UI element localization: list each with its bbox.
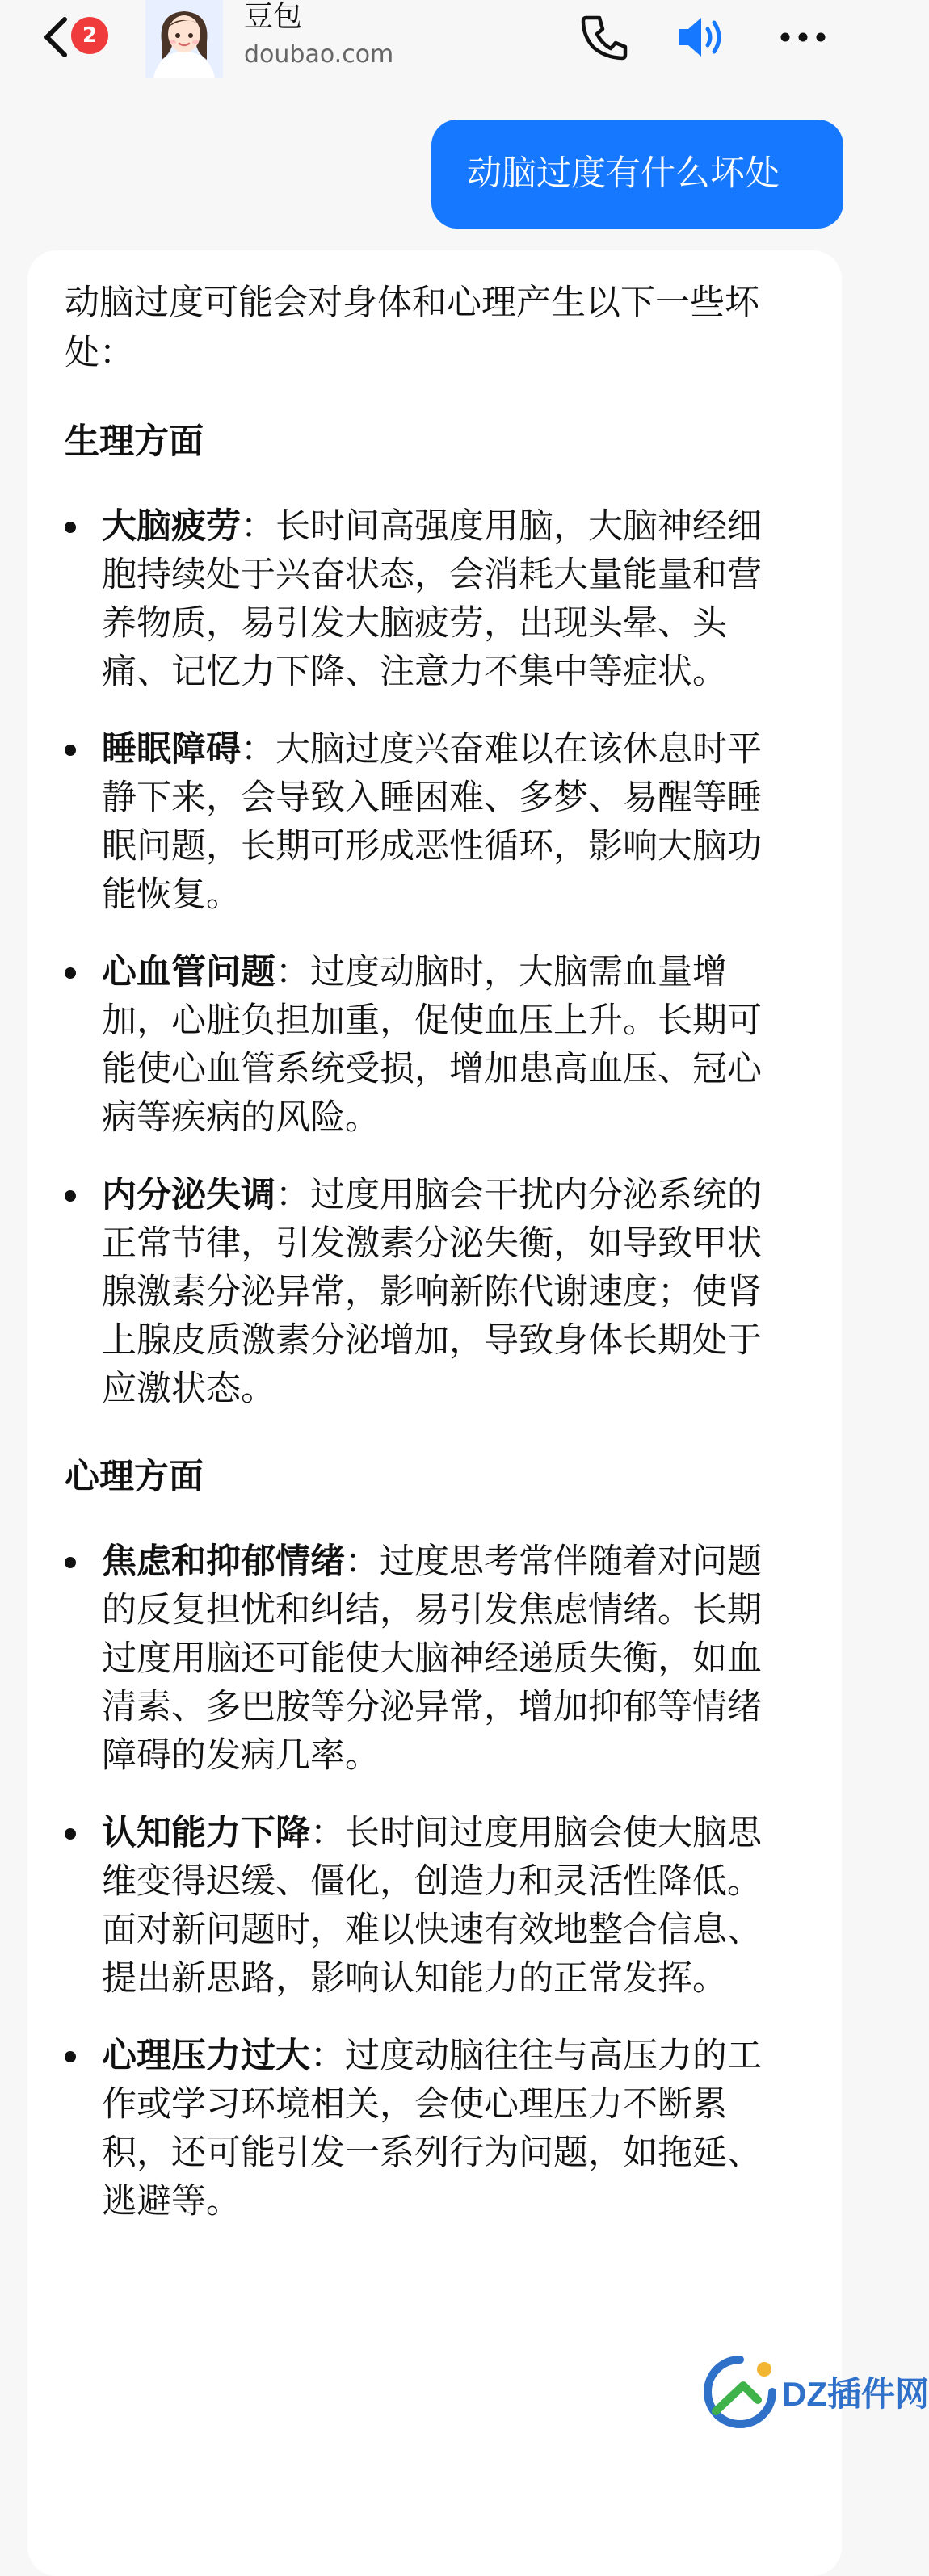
dz-logo-icon bbox=[701, 2353, 779, 2431]
chat-title-block[interactable] bbox=[244, 0, 511, 69]
chat-subtitle: doubao.com bbox=[244, 40, 394, 69]
user-message-bubble[interactable]: 动脑过度有什么坏处 bbox=[431, 120, 843, 229]
item-term: 心理压力过大 bbox=[102, 2036, 310, 2076]
item-text: ：长时间高强度用脑，大脑神经细胞持续处于兴奋状态，会消耗大量能量和营养物质，易引发大脑疲劳，出现头晕、头痛、记忆力下降、注意力不集中等症状。 bbox=[102, 506, 762, 692]
speaker-icon bbox=[670, 6, 732, 68]
phone-icon bbox=[574, 6, 635, 68]
speaker-button[interactable] bbox=[670, 6, 732, 68]
more-icon bbox=[772, 6, 834, 68]
list-item bbox=[65, 1171, 779, 1413]
list-item bbox=[65, 2032, 779, 2226]
chat-header bbox=[0, 0, 872, 78]
item-text: ：过度用脑会干扰内分泌系统的正常节律，引发激素分泌失衡，如导致甲状腺激素分泌异常，影响新陈代谢速度；使肾上腺皮质激素分泌增加，导致身体长期处于应激状态。 bbox=[102, 1175, 762, 1409]
watermark-text: DZ插件网 bbox=[782, 2375, 929, 2413]
item-text: ：过度动脑时，大脑需血量增加，心脏负担加重，促使血压上升。长期可能使心血管系统受损，增加患高血压、冠心病等疾病的风险。 bbox=[102, 952, 762, 1138]
item-text: ：长时间过度用脑会使大脑思维变得迟缓、僵化，创造力和灵活性降低。面对新问题时，难以快速有效地整合信息、提出新思路，影响认知能力的正常发挥。 bbox=[102, 1813, 762, 1999]
chat-title: 豆包 bbox=[244, 0, 303, 33]
back-chevron-icon bbox=[40, 15, 73, 60]
section-title-psychological: 心理方面 bbox=[65, 1457, 204, 1497]
list-item bbox=[65, 1809, 779, 2003]
call-button[interactable] bbox=[574, 6, 635, 68]
item-term: 内分泌失调 bbox=[102, 1175, 275, 1215]
list-item bbox=[65, 1538, 779, 1780]
item-text: ：过度动脑往往与高压力的工作或学习环境相关，会使心理压力不断累积，还可能引发一系列行为问题，如拖延、逃避等。 bbox=[102, 2036, 762, 2221]
bullet-list-physiological bbox=[65, 502, 779, 1413]
item-term: 认知能力下降 bbox=[102, 1813, 310, 1853]
avatar[interactable] bbox=[145, 0, 223, 78]
item-text: ：大脑过度兴奋难以在该休息时平静下来，会导致入睡困难、多梦、易醒等睡眠问题，长期可形成恶性循环，影响大脑功能恢复。 bbox=[102, 729, 762, 915]
item-term: 大脑疲劳 bbox=[102, 506, 241, 547]
more-button[interactable] bbox=[772, 6, 834, 68]
back-button[interactable] bbox=[32, 8, 129, 65]
unread-badge: 2 bbox=[71, 17, 108, 54]
reply-intro: 动脑过度可能会对身体和心理产生以下一些坏处： bbox=[65, 283, 759, 373]
item-term: 焦虑和抑郁情绪 bbox=[102, 1542, 345, 1582]
list-item bbox=[65, 725, 779, 919]
list-item bbox=[65, 502, 779, 696]
bot-reply-card[interactable] bbox=[27, 250, 842, 2576]
list-item bbox=[65, 948, 779, 1142]
watermark bbox=[701, 2347, 929, 2444]
item-text: ：过度思考常伴随着对问题的反复担忧和纠结，易引发焦虑情绪。长期过度用脑还可能使大脑神经递质失衡，如血清素、多巴胺等分泌异常，增加抑郁等情绪障碍的发病几率。 bbox=[102, 1542, 762, 1776]
bullet-list-psychological bbox=[65, 1538, 779, 2226]
item-term: 睡眠障碍 bbox=[102, 729, 241, 770]
avatar-girl-icon bbox=[145, 0, 223, 78]
item-term: 心血管问题 bbox=[102, 952, 275, 992]
section-title-physiological: 生理方面 bbox=[65, 422, 204, 462]
